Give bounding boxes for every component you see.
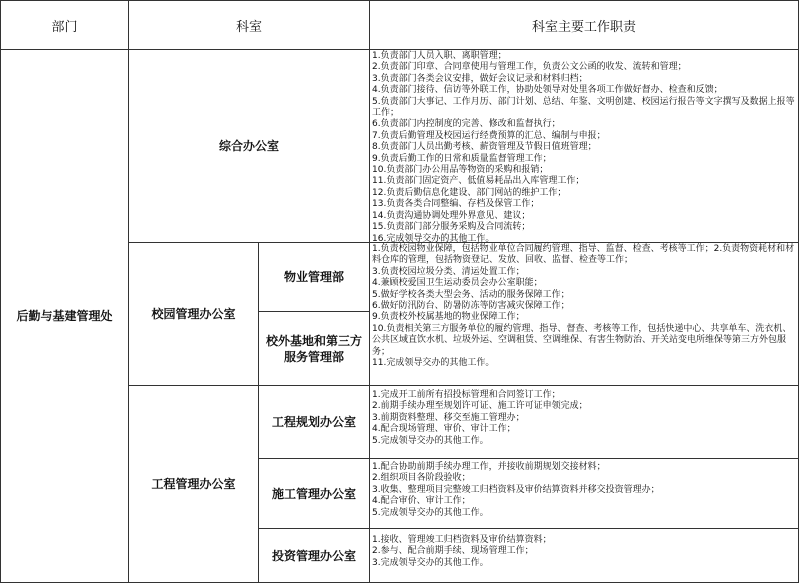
duty-item: 4.兼顾校爱国卫生运动委员会办公室职能； xyxy=(372,278,543,289)
duty-item: 5.做好学校各类大型会务、活动的服务保障工作； xyxy=(372,289,570,300)
duty-item: 2.组织项目各阶段验收； xyxy=(372,473,471,484)
duty-item: 1.负责校园物业保障，包括物业单位合同履约管理、指导、监督、检查、考核等工作；2.负责物资耗材和材料仓库的管理，包括物资登记、发放、回收、监督、检查等工作； xyxy=(372,244,795,266)
duty-item: 8.负责部门人员出勤考核、薪资管理及节假日值班管理； xyxy=(372,142,597,153)
duty-item: 1.配合协助前期手续办理工作，并接收前期规划交接材料； xyxy=(372,462,606,472)
duty-item: 9.负责后勤工作的日常和质量监督管理工作； xyxy=(372,153,552,164)
duty-item: 12.负责后勤信息化建设、部门网站的维护工作； xyxy=(372,187,567,198)
duty-item: 1.完成开工前所有招投标管理和合同签订工作； xyxy=(372,390,561,400)
investment-office-name: 投资管理办公室 xyxy=(258,528,369,583)
general-office-duties xyxy=(369,49,799,242)
construction-office-duties xyxy=(369,458,799,528)
header-dept: 部门 xyxy=(0,0,128,49)
duty-item: 9.负责校外校属基地的物业保障工作； xyxy=(372,312,525,323)
duty-item: 10.负责相关第三方服务单位的履约管理、指导、督查、考核等工作，包括快递中心、共享单车、洗衣机、公共区域直饮水机、垃圾外运、空调租赁、空调维保、有害生物防治、开关站变电所维保等第三方外包服务； xyxy=(372,323,792,357)
duty-item: 3.负责部门各类会议安排，做好会议记录和材料归档； xyxy=(372,73,588,84)
duty-item: 16.完成领导交办的其他工作。 xyxy=(372,233,495,242)
campus-office-duties xyxy=(369,242,799,385)
duty-item: 5.完成领导交办的其他工作。 xyxy=(372,435,489,446)
duty-item: 1.接收、管理竣工归档资料及审价结算资料； xyxy=(372,535,552,545)
duty-item: 5.负责部门大事记、工作月历、部门计划、总结、年鉴、文明创建、校园运行报告等文字撰写及数据上报等工作； xyxy=(372,96,795,119)
duty-item: 4.负责部门接待、信访等外联工作，协助处领导对处里各项工作做好督办、检查和反馈； xyxy=(372,85,723,96)
header-office: 科室 xyxy=(128,0,369,49)
duty-item: 7.负责后勤管理及校园运行经费预算的汇总、编制与申报； xyxy=(372,130,606,141)
duty-item: 4.配合现场管理、审价、审计工作； xyxy=(372,424,516,435)
duty-item: 3.负责校园垃圾分类、清运处置工作； xyxy=(372,266,525,277)
duty-item: 15.负责部门部分服务采购及合同流转； xyxy=(372,222,531,233)
duty-item: 2.参与、配合前期手续、现场管理工作； xyxy=(372,546,534,557)
engineering-office-name: 工程管理办公室 xyxy=(128,385,258,583)
duty-item: 14.负责沟通协调处理外界意见、建议； xyxy=(372,210,531,221)
header-duties: 科室主要工作职责 xyxy=(369,0,799,49)
duty-item: 13.负责各类合同整编、存档及保管工作； xyxy=(372,199,540,210)
duty-item: 3.收集、整理项目完整竣工归档资料及审价结算资料并移交投资管理办； xyxy=(372,484,660,495)
planning-office-name: 工程规划办公室 xyxy=(258,385,369,458)
duty-item: 10.负责部门办公用品等物资的采购和报销； xyxy=(372,165,549,176)
duty-item: 5.完成领导交办的其他工作。 xyxy=(372,507,489,518)
general-office-name: 综合办公室 xyxy=(128,49,369,242)
planning-office-duties xyxy=(369,385,799,458)
duty-item: 1.负责部门人员入职、离职管理； xyxy=(372,51,507,61)
department-name: 后勤与基建管理处 xyxy=(0,49,128,583)
campus-office-name: 校园管理办公室 xyxy=(128,242,258,385)
duty-item: 11.负责部门固定资产、低值易耗品出入库管理工作； xyxy=(372,176,585,187)
duty-item: 3.完成领导交办的其他工作。 xyxy=(372,557,489,568)
duty-item: 4.配合审价、审计工作； xyxy=(372,496,471,507)
duty-item: 2.前期手续办理至规划许可证、施工许可证申领完成； xyxy=(372,401,588,412)
construction-office-name: 施工管理办公室 xyxy=(258,458,369,528)
duty-item: 6.负责部门内控制度的完善、修改和监督执行； xyxy=(372,119,561,130)
offsite-dept-name: 校外基地和第三方服务管理部 xyxy=(258,311,369,385)
duty-item: 2.负责部门印章、合同章使用与管理工作，负责公文公函的收发、流转和管理； xyxy=(372,62,687,73)
duty-item: 6.做好防汛防台、防暑防冻等防害减灾保障工作； xyxy=(372,301,570,312)
duty-item: 11.完成领导交办的其他工作。 xyxy=(372,358,495,369)
property-dept-name: 物业管理部 xyxy=(258,242,369,311)
investment-office-duties xyxy=(369,528,799,583)
duty-item: 3.前期资料整理、移交至施工管理办； xyxy=(372,412,525,423)
